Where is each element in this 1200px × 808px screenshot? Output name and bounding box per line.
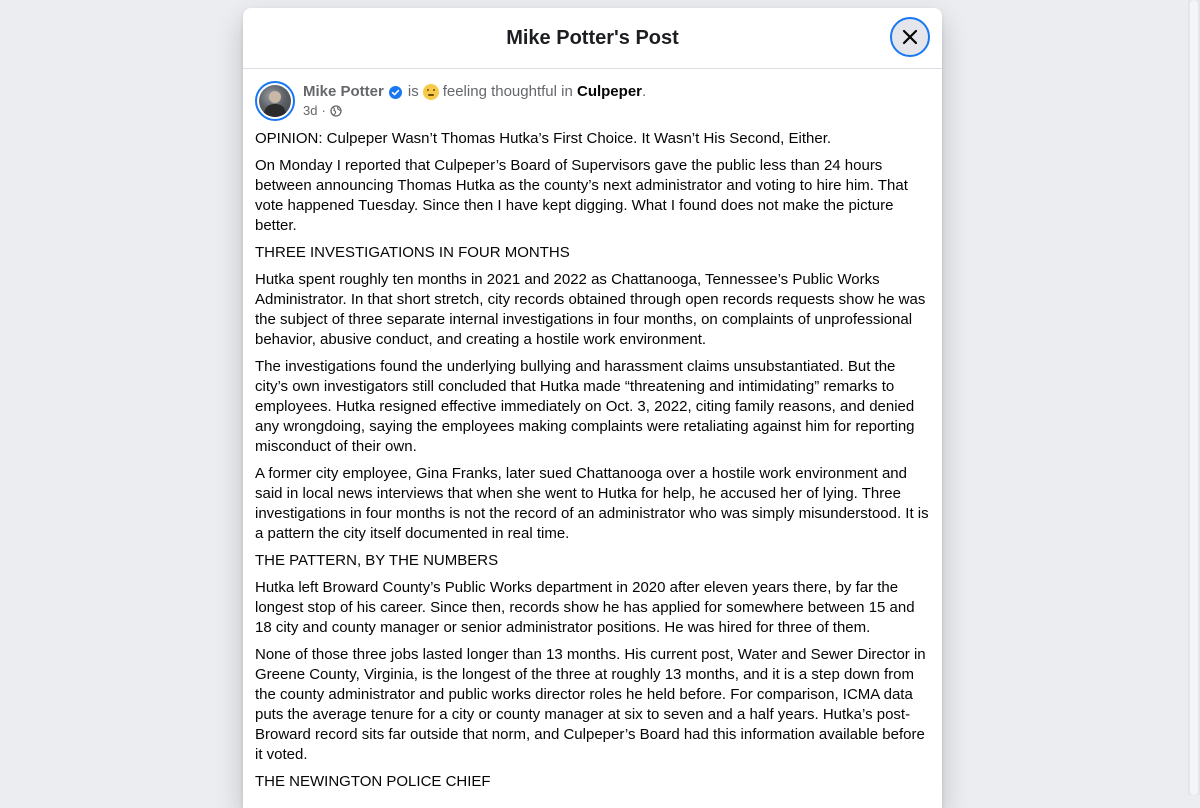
post-paragraph: THE NEWINGTON POLICE CHIEF	[255, 773, 491, 790]
avatar-image	[259, 85, 291, 117]
avatar[interactable]	[255, 81, 295, 121]
post-paragraph: A former city employee, Gina Franks, later sued Chattanooga over a hostile work environment and said in local news interviews that when she went to Hutka for help, he accused her of lying. Three investigations in four months is not the record of an administrator who was simply misunderstood. It is a pattern the city itself documented in real time.	[255, 465, 929, 542]
scrollbar-thumb[interactable]	[1190, 0, 1198, 795]
author-name[interactable]: Mike Potter	[303, 83, 384, 100]
place-link[interactable]: Culpeper	[576, 83, 642, 100]
author-line	[303, 82, 646, 102]
verified-badge-icon	[389, 86, 402, 99]
post-body	[243, 69, 942, 792]
scrollbar-track[interactable]	[1188, 0, 1200, 795]
status-is-text: is	[407, 83, 419, 100]
post-paragraph: On Monday I reported that Culpeper’s Board of Supervisors gave the public less than 24 hours between announcing Thomas Hutka as the county’s next administrator and voting to hire him. That vote happened Tuesday. Since then I have kept digging. What I found does not make the picture better.	[255, 157, 908, 234]
thinking-face-icon	[423, 84, 439, 100]
post-text	[255, 129, 930, 792]
modal-title: Mike Potter's Post	[506, 26, 679, 49]
close-icon	[900, 27, 920, 47]
post-header	[255, 81, 930, 121]
close-button[interactable]	[890, 17, 930, 57]
author-meta	[303, 81, 646, 119]
post-modal	[243, 8, 942, 808]
post-paragraph: THREE INVESTIGATIONS IN FOUR MONTHS	[255, 244, 570, 261]
feeling-text: feeling thoughtful in	[442, 83, 573, 100]
meta-separator: ·	[321, 103, 326, 118]
post-meta	[303, 103, 646, 119]
place-suffix: .	[642, 83, 647, 100]
post-paragraph: Hutka left Broward County’s Public Works department in 2020 after eleven years there, by far the longest stop of his career. Since then, records show he has applied for somewhere between 15 and 18 city and county manager or senior administrator positions. He was hired for three of them.	[255, 579, 915, 636]
post-paragraph: OPINION: Culpeper Wasn’t Thomas Hutka’s First Choice. It Wasn’t His Second, Either.	[255, 130, 832, 147]
modal-header	[243, 8, 942, 69]
post-paragraph: THE PATTERN, BY THE NUMBERS	[255, 552, 499, 569]
post-paragraph: The investigations found the underlying bullying and harassment claims unsubstantiated. But the city’s own investigators still concluded that Hutka made “threatening and intimidating” remarks to employees. Hutka resigned effective immediately on Oct. 3, 2022, citing family reasons, and denied any wrongdoing, saying the employees making complaints were retaliating against him for reporting misconduct of their own.	[255, 358, 915, 455]
globe-icon	[330, 105, 342, 117]
post-paragraph: Hutka spent roughly ten months in 2021 and 2022 as Chattanooga, Tennessee’s Public Works Administrator. In that short stretch, city records obtained through open records requests show he was the subject of three separate internal investigations in four months, on complaints of unprofessional behavior, abusive conduct, and creating a hostile work environment.	[255, 271, 926, 348]
post-time[interactable]: 3d	[303, 103, 318, 118]
post-paragraph: None of those three jobs lasted longer than 13 months. His current post, Water and Sewer Director in Greene County, Virginia, is the longest of the three at roughly 13 months, and it is a step down from the county administrator and public works director roles he held before. For comparison, ICMA data puts the average tenure for a city or county manager at six to seven and a half years. Hutka’s post-Broward record sits far outside that norm, and Culpeper’s Board had this information available before it voted.	[255, 646, 926, 763]
